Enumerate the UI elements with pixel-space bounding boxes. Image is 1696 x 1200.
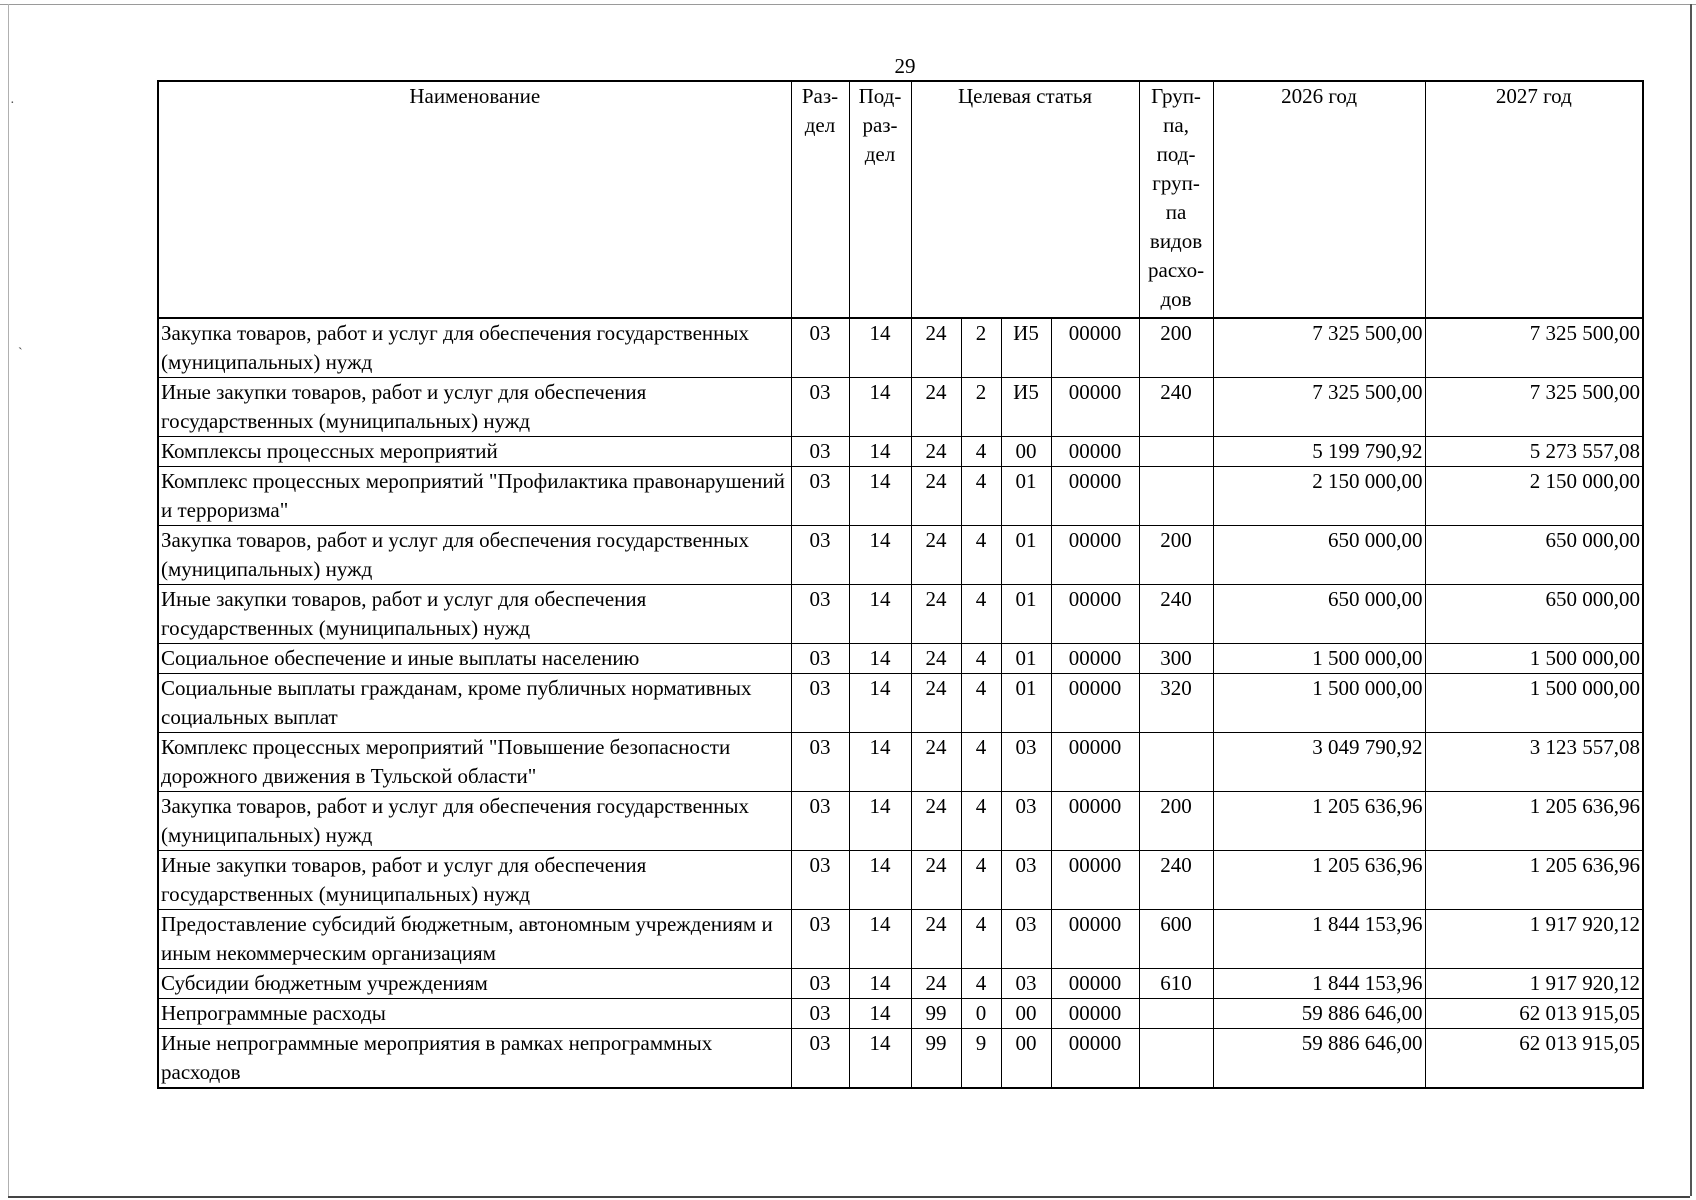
cell-target-program: 24: [911, 437, 961, 467]
cell-name: Закупка товаров, работ и услуг для обеспечения государственных (муниципальных) нужд: [158, 318, 791, 378]
table-row: [158, 969, 1643, 999]
budget-table: [157, 80, 1644, 1089]
cell-name: Комплекс процессных мероприятий "Повышение безопасности дорожного движения в Тульской области": [158, 733, 791, 792]
table-row: [158, 467, 1643, 526]
header-year-2027: 2027 год: [1425, 81, 1643, 318]
table-row: [158, 674, 1643, 733]
cell-podrazdel: 14: [849, 999, 911, 1029]
cell-target-type: 4: [961, 644, 1001, 674]
cell-expense-group: 240: [1139, 378, 1213, 437]
cell-target-type: 4: [961, 792, 1001, 851]
cell-target-direction: 00000: [1051, 792, 1139, 851]
cell-amount-2026: 1 205 636,96: [1213, 851, 1425, 910]
cell-target-direction: 00000: [1051, 851, 1139, 910]
cell-amount-2026: 7 325 500,00: [1213, 318, 1425, 378]
cell-target-subprogram: 01: [1001, 467, 1051, 526]
cell-target-type: 2: [961, 378, 1001, 437]
table-row: [158, 851, 1643, 910]
cell-name: Комплексы процессных мероприятий: [158, 437, 791, 467]
cell-podrazdel: 14: [849, 1029, 911, 1089]
cell-expense-group: [1139, 999, 1213, 1029]
cell-amount-2027: 1 205 636,96: [1425, 851, 1643, 910]
cell-target-type: 4: [961, 910, 1001, 969]
cell-expense-group: 240: [1139, 851, 1213, 910]
cell-target-subprogram: 01: [1001, 585, 1051, 644]
header-group-line: под-: [1156, 142, 1196, 166]
cell-amount-2027: 1 917 920,12: [1425, 969, 1643, 999]
cell-target-program: 24: [911, 969, 961, 999]
cell-name: Социальное обеспечение и иные выплаты населению: [158, 644, 791, 674]
table-row: [158, 1029, 1643, 1089]
cell-name: Иные закупки товаров, работ и услуг для обеспечения государственных (муниципальных) нужд: [158, 851, 791, 910]
cell-razdel: 03: [791, 674, 849, 733]
cell-target-program: 99: [911, 999, 961, 1029]
scan-edge-left: [8, 4, 9, 1196]
cell-podrazdel: 14: [849, 585, 911, 644]
table-row: [158, 733, 1643, 792]
cell-target-direction: 00000: [1051, 585, 1139, 644]
cell-razdel: 03: [791, 910, 849, 969]
cell-target-subprogram: 00: [1001, 999, 1051, 1029]
cell-amount-2027: 7 325 500,00: [1425, 378, 1643, 437]
cell-podrazdel: 14: [849, 467, 911, 526]
table-header-row: [158, 81, 1643, 318]
cell-amount-2026: 5 199 790,92: [1213, 437, 1425, 467]
cell-target-type: 4: [961, 851, 1001, 910]
cell-amount-2026: 1 205 636,96: [1213, 792, 1425, 851]
table-row: [158, 792, 1643, 851]
cell-podrazdel: 14: [849, 969, 911, 999]
cell-razdel: 03: [791, 526, 849, 585]
cell-target-direction: 00000: [1051, 733, 1139, 792]
scan-edge-top: [0, 4, 1696, 5]
cell-name: Комплекс процессных мероприятий "Профилактика правонарушений и терроризма": [158, 467, 791, 526]
cell-target-program: 24: [911, 674, 961, 733]
cell-expense-group: 200: [1139, 318, 1213, 378]
cell-amount-2027: 7 325 500,00: [1425, 318, 1643, 378]
cell-target-direction: 00000: [1051, 467, 1139, 526]
cell-target-program: 24: [911, 585, 961, 644]
cell-podrazdel: 14: [849, 526, 911, 585]
cell-amount-2027: 5 273 557,08: [1425, 437, 1643, 467]
cell-target-direction: 00000: [1051, 674, 1139, 733]
cell-target-type: 4: [961, 526, 1001, 585]
cell-expense-group: [1139, 437, 1213, 467]
cell-target-subprogram: И5: [1001, 378, 1051, 437]
header-razdel-line: Раз-: [801, 84, 839, 108]
table-row: [158, 999, 1643, 1029]
cell-expense-group: 200: [1139, 792, 1213, 851]
header-expense-group: [1139, 81, 1213, 318]
header-name: Наименование: [158, 81, 791, 318]
cell-expense-group: 610: [1139, 969, 1213, 999]
cell-razdel: 03: [791, 1029, 849, 1089]
header-group-line: Груп-: [1151, 84, 1201, 108]
cell-target-program: 24: [911, 792, 961, 851]
cell-razdel: 03: [791, 969, 849, 999]
cell-amount-2026: 7 325 500,00: [1213, 378, 1425, 437]
cell-razdel: 03: [791, 851, 849, 910]
cell-amount-2026: 650 000,00: [1213, 526, 1425, 585]
cell-amount-2026: 59 886 646,00: [1213, 1029, 1425, 1089]
cell-target-type: 4: [961, 467, 1001, 526]
cell-target-subprogram: 03: [1001, 969, 1051, 999]
header-group-line: дов: [1160, 287, 1192, 311]
header-group-line: груп-: [1152, 171, 1200, 195]
cell-target-type: 4: [961, 969, 1001, 999]
header-podrazdel-line: Под-: [858, 84, 902, 108]
cell-target-type: 4: [961, 733, 1001, 792]
cell-name: Иные непрограммные мероприятия в рамках непрограммных расходов: [158, 1029, 791, 1089]
cell-podrazdel: 14: [849, 378, 911, 437]
cell-target-type: 4: [961, 674, 1001, 733]
cell-expense-group: 200: [1139, 526, 1213, 585]
cell-razdel: 03: [791, 318, 849, 378]
cell-name: Закупка товаров, работ и услуг для обеспечения государственных (муниципальных) нужд: [158, 526, 791, 585]
cell-amount-2027: 1 205 636,96: [1425, 792, 1643, 851]
table-row: [158, 378, 1643, 437]
scan-speck: `: [18, 346, 23, 361]
cell-target-type: 9: [961, 1029, 1001, 1089]
cell-amount-2027: 62 013 915,05: [1425, 999, 1643, 1029]
cell-razdel: 03: [791, 585, 849, 644]
cell-target-subprogram: 01: [1001, 526, 1051, 585]
table-row: [158, 526, 1643, 585]
cell-podrazdel: 14: [849, 792, 911, 851]
cell-razdel: 03: [791, 467, 849, 526]
scan-edge-right: [1690, 4, 1692, 1196]
table-body: [158, 318, 1643, 1088]
cell-amount-2026: 3 049 790,92: [1213, 733, 1425, 792]
cell-expense-group: 240: [1139, 585, 1213, 644]
cell-amount-2027: 62 013 915,05: [1425, 1029, 1643, 1089]
cell-podrazdel: 14: [849, 437, 911, 467]
header-razdel: [791, 81, 849, 318]
cell-amount-2026: 650 000,00: [1213, 585, 1425, 644]
cell-target-subprogram: И5: [1001, 318, 1051, 378]
cell-amount-2026: 1 500 000,00: [1213, 644, 1425, 674]
cell-podrazdel: 14: [849, 733, 911, 792]
cell-target-subprogram: 03: [1001, 851, 1051, 910]
cell-target-program: 24: [911, 910, 961, 969]
header-group-line: видов: [1149, 229, 1203, 253]
cell-target-program: 99: [911, 1029, 961, 1089]
cell-amount-2027: 650 000,00: [1425, 585, 1643, 644]
cell-target-subprogram: 03: [1001, 733, 1051, 792]
cell-name: Непрограммные расходы: [158, 999, 791, 1029]
cell-target-direction: 00000: [1051, 910, 1139, 969]
cell-expense-group: 600: [1139, 910, 1213, 969]
cell-amount-2026: 2 150 000,00: [1213, 467, 1425, 526]
cell-amount-2027: 1 500 000,00: [1425, 674, 1643, 733]
cell-target-subprogram: 03: [1001, 910, 1051, 969]
cell-podrazdel: 14: [849, 318, 911, 378]
cell-expense-group: [1139, 733, 1213, 792]
cell-target-program: 24: [911, 733, 961, 792]
cell-expense-group: 320: [1139, 674, 1213, 733]
cell-target-direction: 00000: [1051, 1029, 1139, 1089]
header-group-line: расхо-: [1148, 258, 1205, 282]
cell-podrazdel: 14: [849, 674, 911, 733]
cell-target-type: 0: [961, 999, 1001, 1029]
cell-name: Предоставление субсидий бюджетным, автономным учреждениям и иным некоммерческим организациям: [158, 910, 791, 969]
cell-amount-2027: 650 000,00: [1425, 526, 1643, 585]
cell-target-program: 24: [911, 526, 961, 585]
cell-amount-2026: 1 844 153,96: [1213, 910, 1425, 969]
cell-expense-group: [1139, 467, 1213, 526]
scan-edge-bottom: [8, 1196, 1690, 1198]
table-row: [158, 644, 1643, 674]
cell-target-subprogram: 01: [1001, 674, 1051, 733]
header-podrazdel-line: раз-: [862, 113, 898, 137]
cell-target-subprogram: 00: [1001, 1029, 1051, 1089]
cell-target-program: 24: [911, 644, 961, 674]
header-year-2026: 2026 год: [1213, 81, 1425, 318]
cell-amount-2026: 1 844 153,96: [1213, 969, 1425, 999]
cell-amount-2027: 1 917 920,12: [1425, 910, 1643, 969]
header-razdel-line: дел: [804, 113, 836, 137]
cell-razdel: 03: [791, 437, 849, 467]
header-group-line: па: [1165, 200, 1187, 224]
cell-name: Социальные выплаты гражданам, кроме публичных нормативных социальных выплат: [158, 674, 791, 733]
cell-target-subprogram: 00: [1001, 437, 1051, 467]
cell-name: Закупка товаров, работ и услуг для обеспечения государственных (муниципальных) нужд: [158, 792, 791, 851]
cell-target-type: 4: [961, 585, 1001, 644]
cell-expense-group: [1139, 1029, 1213, 1089]
table-row: [158, 585, 1643, 644]
header-podrazdel: [849, 81, 911, 318]
page-number: 29: [894, 54, 916, 78]
cell-target-type: 2: [961, 318, 1001, 378]
cell-target-subprogram: 01: [1001, 644, 1051, 674]
cell-amount-2027: 1 500 000,00: [1425, 644, 1643, 674]
cell-expense-group: 300: [1139, 644, 1213, 674]
cell-target-direction: 00000: [1051, 999, 1139, 1029]
cell-podrazdel: 14: [849, 910, 911, 969]
cell-razdel: 03: [791, 733, 849, 792]
cell-target-direction: 00000: [1051, 969, 1139, 999]
cell-target-direction: 00000: [1051, 526, 1139, 585]
cell-podrazdel: 14: [849, 644, 911, 674]
header-podrazdel-line: дел: [864, 142, 896, 166]
cell-name: Иные закупки товаров, работ и услуг для обеспечения государственных (муниципальных) нужд: [158, 378, 791, 437]
cell-target-program: 24: [911, 851, 961, 910]
cell-target-subprogram: 03: [1001, 792, 1051, 851]
cell-razdel: 03: [791, 644, 849, 674]
cell-target-direction: 00000: [1051, 378, 1139, 437]
table-row: [158, 910, 1643, 969]
cell-name: Субсидии бюджетным учреждениям: [158, 969, 791, 999]
header-group-line: па,: [1163, 113, 1189, 137]
cell-amount-2027: 3 123 557,08: [1425, 733, 1643, 792]
cell-razdel: 03: [791, 792, 849, 851]
cell-podrazdel: 14: [849, 851, 911, 910]
cell-amount-2026: 1 500 000,00: [1213, 674, 1425, 733]
cell-target-program: 24: [911, 378, 961, 437]
cell-name: Иные закупки товаров, работ и услуг для обеспечения государственных (муниципальных) нужд: [158, 585, 791, 644]
cell-razdel: 03: [791, 999, 849, 1029]
cell-razdel: 03: [791, 378, 849, 437]
cell-target-direction: 00000: [1051, 318, 1139, 378]
cell-target-program: 24: [911, 318, 961, 378]
header-target-article: Целевая статья: [911, 81, 1139, 318]
cell-target-direction: 00000: [1051, 644, 1139, 674]
cell-target-program: 24: [911, 467, 961, 526]
table-row: [158, 437, 1643, 467]
scan-speck: ·: [10, 96, 15, 111]
cell-target-direction: 00000: [1051, 437, 1139, 467]
table-row: [158, 318, 1643, 378]
cell-amount-2026: 59 886 646,00: [1213, 999, 1425, 1029]
cell-amount-2027: 2 150 000,00: [1425, 467, 1643, 526]
cell-target-type: 4: [961, 437, 1001, 467]
